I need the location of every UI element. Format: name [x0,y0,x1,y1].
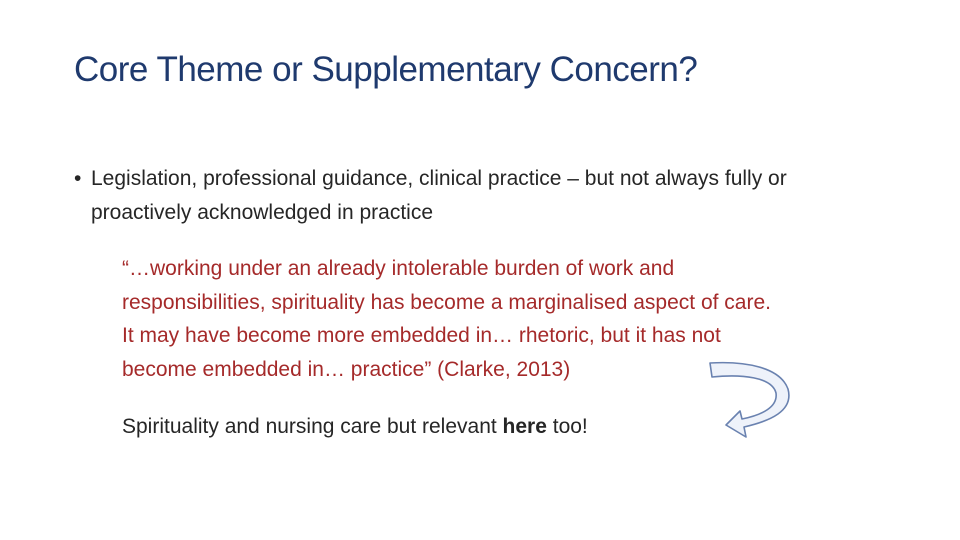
slide-title: Core Theme or Supplementary Concern? [74,50,698,89]
quote-block [122,252,942,386]
quote-line: responsibilities, spirituality has become a marginalised aspect of care. [122,290,771,314]
note-emphasis: here [502,415,547,438]
quote-line: It may have become more embedded in… rhetoric, but it has not [122,324,721,347]
curved-arrow-shape [710,363,789,437]
curved-arrow-icon [700,355,800,445]
note-text [122,410,588,444]
quote-line: become embedded in… practice” (Clarke, 2013) [122,357,571,381]
quote-line: “…working under an already intolerable burden of work and [122,257,675,280]
bullet-text: Legislation, professional guidance, clinical practice – but not always fully or proactively acknowledged in practice [91,167,787,224]
note-before: Spirituality and nursing care but relevant [122,415,503,438]
note-after: too! [546,415,588,438]
bullet-marker: • [74,167,82,190]
bullet-point [74,162,874,230]
